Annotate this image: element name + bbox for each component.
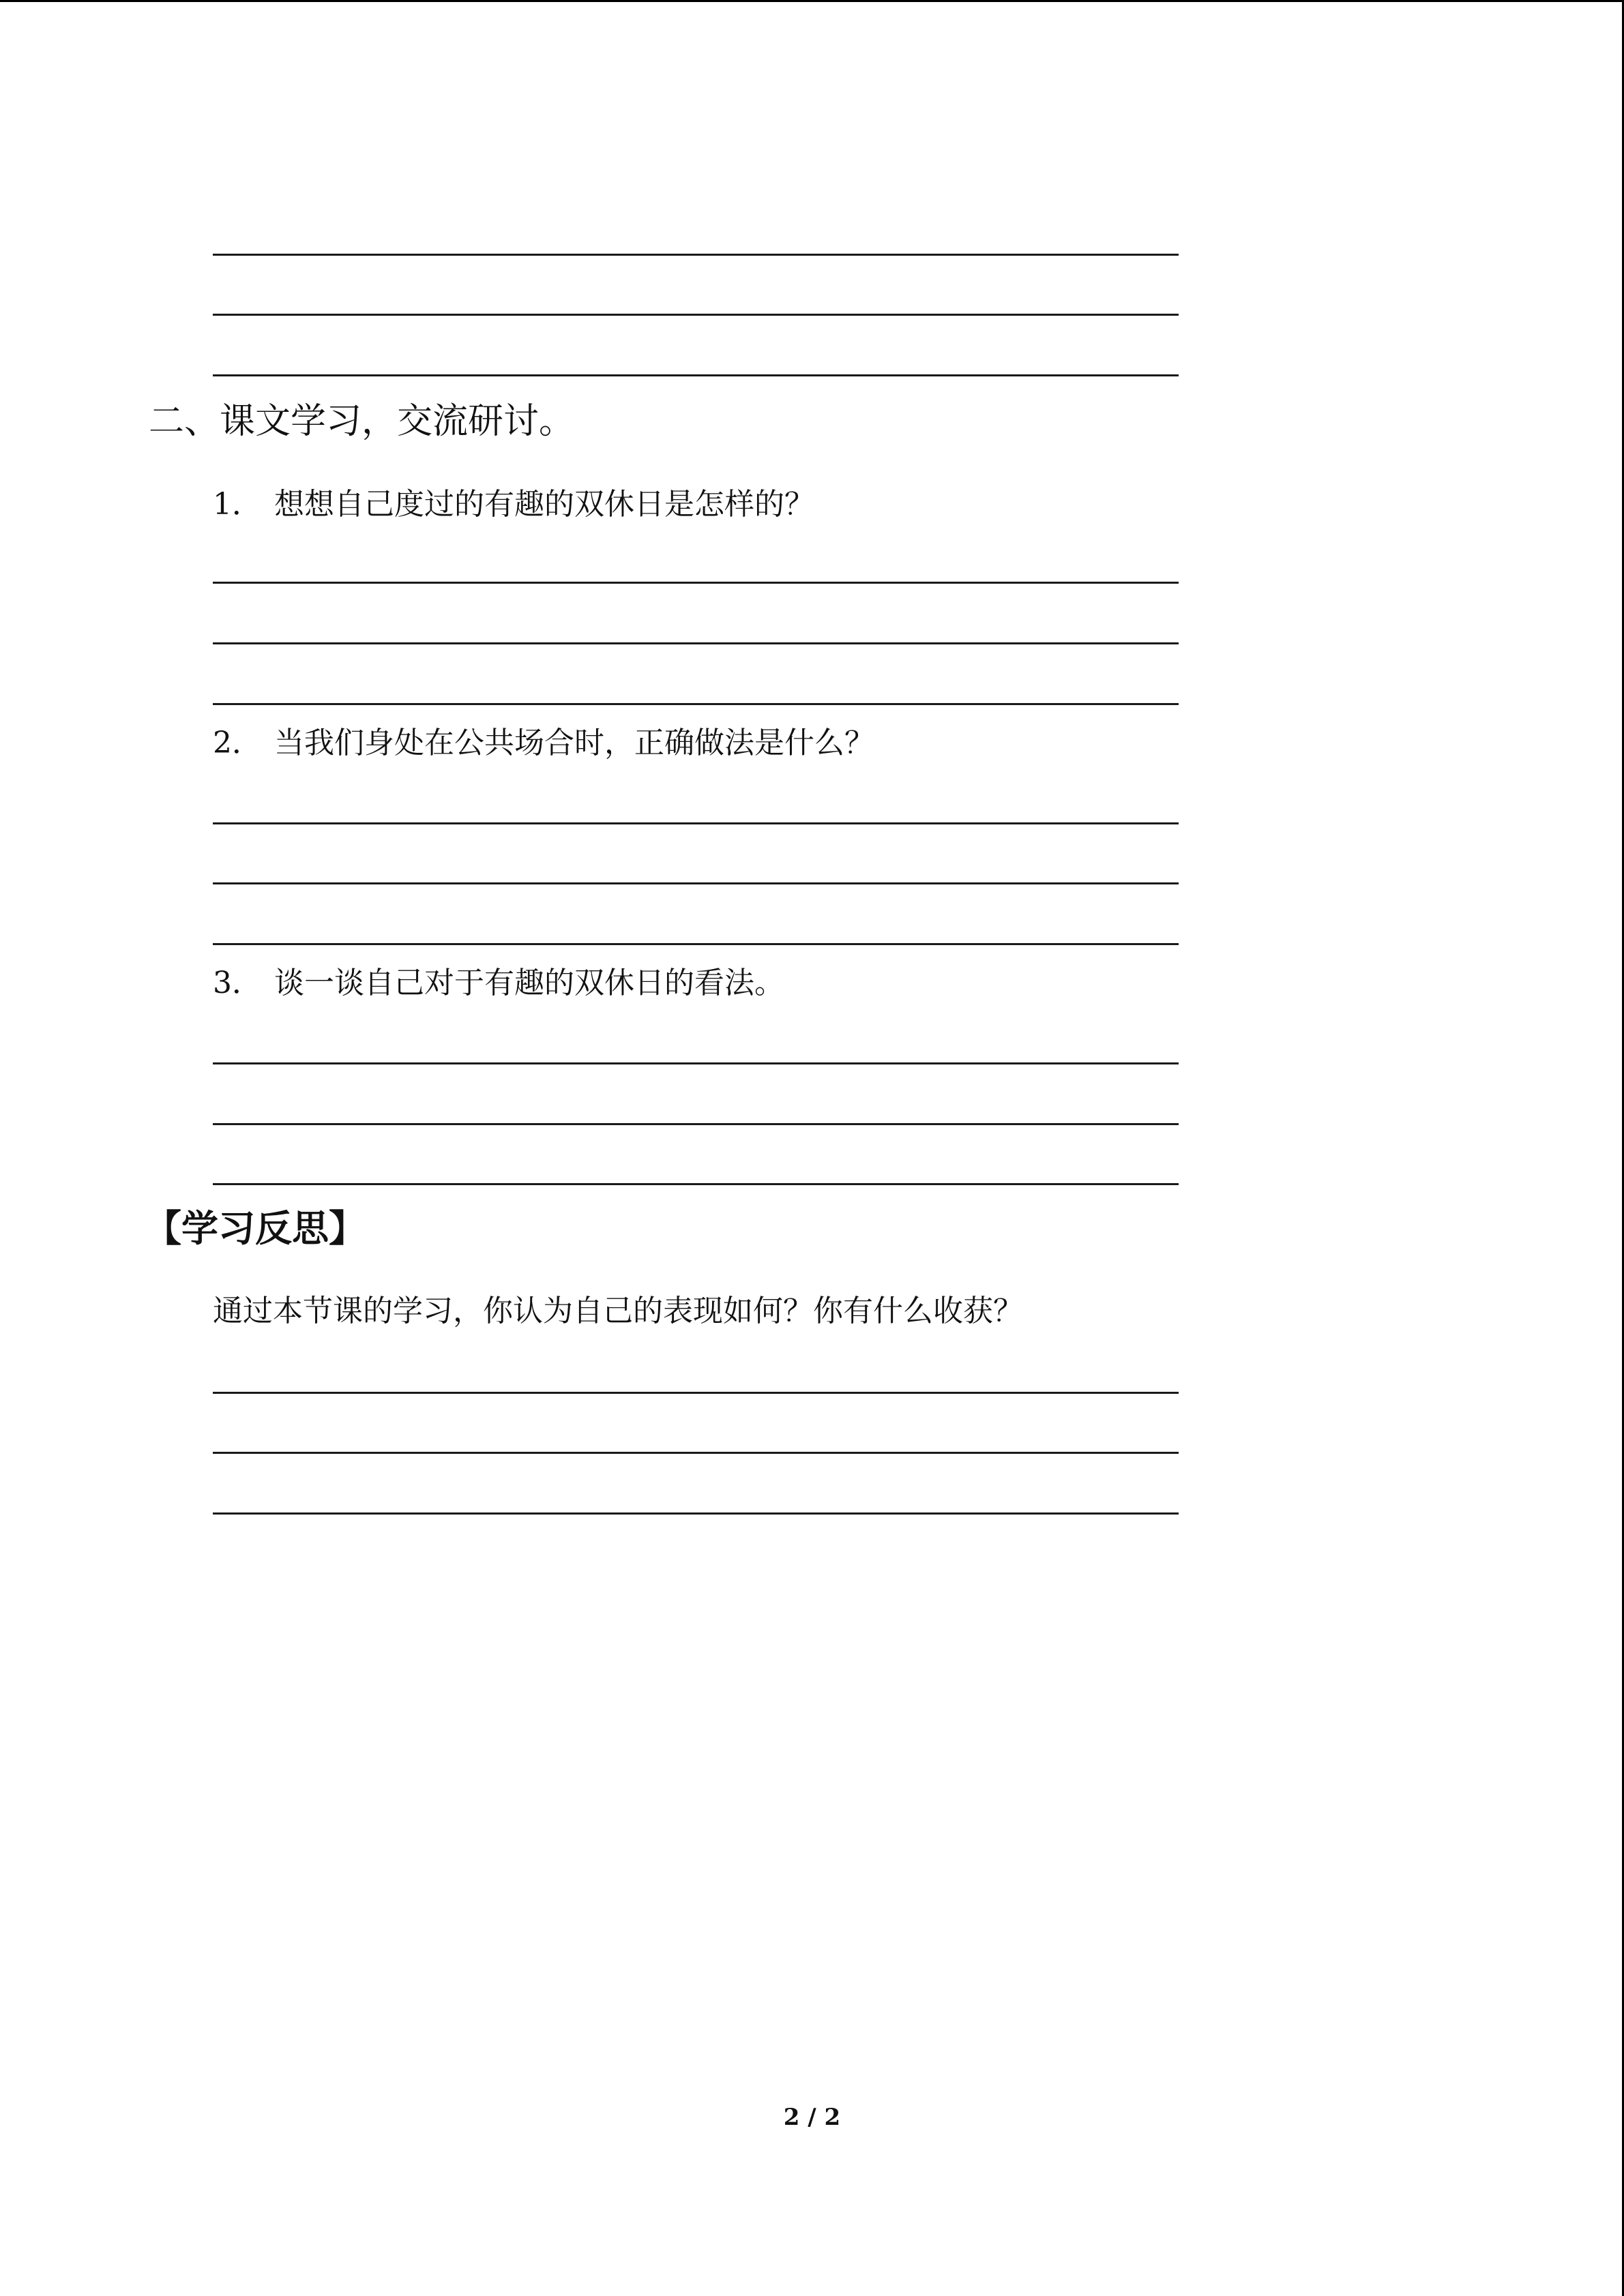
answer-line[interactable] (213, 1392, 1179, 1394)
answer-line[interactable] (213, 1062, 1179, 1064)
answer-line[interactable] (213, 254, 1179, 256)
answer-line[interactable] (213, 374, 1179, 376)
page-number: 2 / 2 (783, 2104, 841, 2131)
answer-line[interactable] (213, 703, 1179, 705)
answer-line[interactable] (213, 1183, 1179, 1185)
question-1 (213, 486, 814, 524)
question-3 (213, 964, 784, 1002)
reflection-prompt: 通过本节课的学习，你认为自己的表现如何？你有什么收获？ (213, 1294, 1023, 1328)
answer-line[interactable] (213, 822, 1179, 824)
answer-line[interactable] (213, 314, 1179, 316)
reflection-heading: 【学习反思】 (145, 1207, 366, 1250)
question-text: 谈一谈自己对于有趣的双休日的看法。 (274, 966, 784, 1000)
page-top-border (0, 0, 1624, 2)
answer-line[interactable] (213, 882, 1179, 884)
answer-line[interactable] (213, 1512, 1179, 1515)
question-2 (213, 724, 874, 762)
question-text: 当我们身处在公共场合时，正确做法是什么？ (274, 726, 874, 760)
answer-line[interactable] (213, 1452, 1179, 1454)
answer-line[interactable] (213, 642, 1179, 644)
answer-line[interactable] (213, 943, 1179, 945)
answer-line[interactable] (213, 1123, 1179, 1125)
question-number: 2． (213, 726, 262, 760)
question-number: 1． (213, 487, 262, 522)
section-two-heading: 二、课文学习，交流研讨。 (149, 401, 575, 442)
answer-line[interactable] (213, 582, 1179, 584)
question-text: 想想自己度过的有趣的双休日是怎样的？ (274, 487, 814, 522)
question-number: 3． (213, 966, 262, 1000)
